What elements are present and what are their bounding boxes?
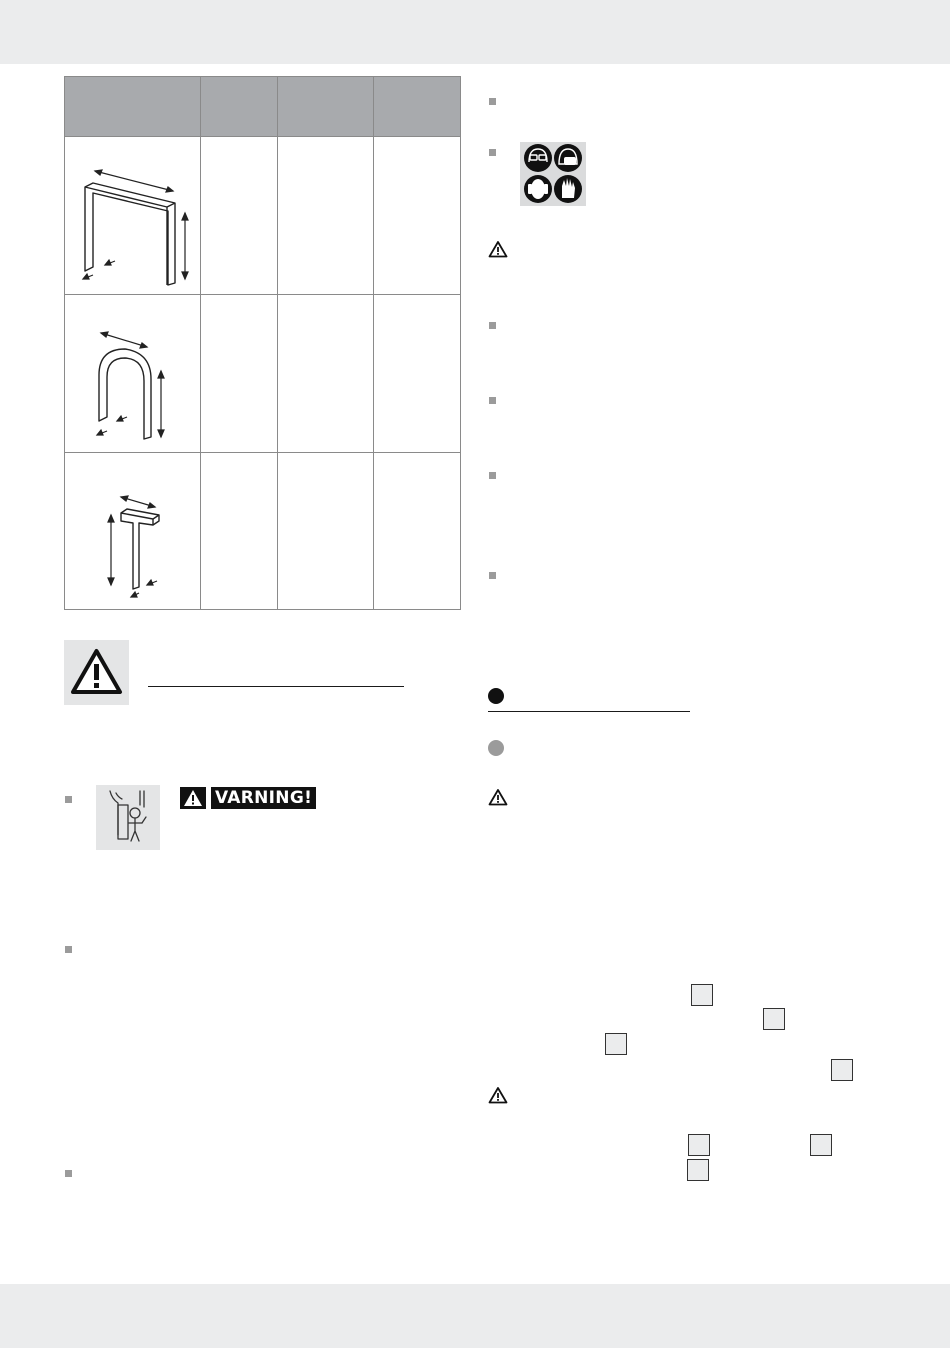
part-reference-box [831,1059,853,1081]
list-bullet [65,1170,72,1177]
list-bullet [65,946,72,953]
part-reference-box [763,1008,785,1030]
protective-equipment-pictogram-icon [520,142,586,206]
warning-triangle-icon [64,640,129,705]
section-heading-underline [488,711,690,712]
section-heading-underline [148,686,404,687]
table-row-divider [65,294,460,295]
warning-badge-label: VARNING! [211,787,316,809]
footer-band [0,1284,950,1348]
list-bullet [489,149,496,156]
part-reference-box [691,984,713,1006]
warning-badge [180,787,316,809]
child-safety-pictogram-icon [96,785,160,850]
warning-triangle-icon [183,789,203,807]
child-safety-pictogram [96,785,160,850]
section-marker-filled [488,688,504,704]
list-bullet [489,472,496,479]
flat-staple-diagram-icon [71,163,195,289]
list-bullet [489,397,496,404]
table-header-row [65,77,460,137]
protective-equipment-pictogram [520,142,586,206]
table-row-divider [65,452,460,453]
part-reference-box [687,1159,709,1181]
warning-triangle-icon [488,788,508,806]
table-column-divider [200,77,201,609]
list-bullet [489,322,496,329]
brad-nail-diagram-icon [95,489,175,607]
warning-badge-triangle [180,787,206,809]
round-staple-diagram-icon [81,325,191,445]
part-reference-box [688,1134,710,1156]
warning-triangle-icon [488,1086,508,1104]
table-column-divider [277,77,278,609]
safety-warning-icon-box [64,640,129,705]
part-reference-box [605,1033,627,1055]
part-reference-box [810,1134,832,1156]
table-column-divider [373,77,374,609]
list-bullet [65,796,72,803]
list-bullet [489,98,496,105]
warning-triangle-icon [488,240,508,258]
subsection-marker [488,740,504,756]
staple-type-table [64,76,461,610]
header-band [0,0,950,64]
list-bullet [489,572,496,579]
